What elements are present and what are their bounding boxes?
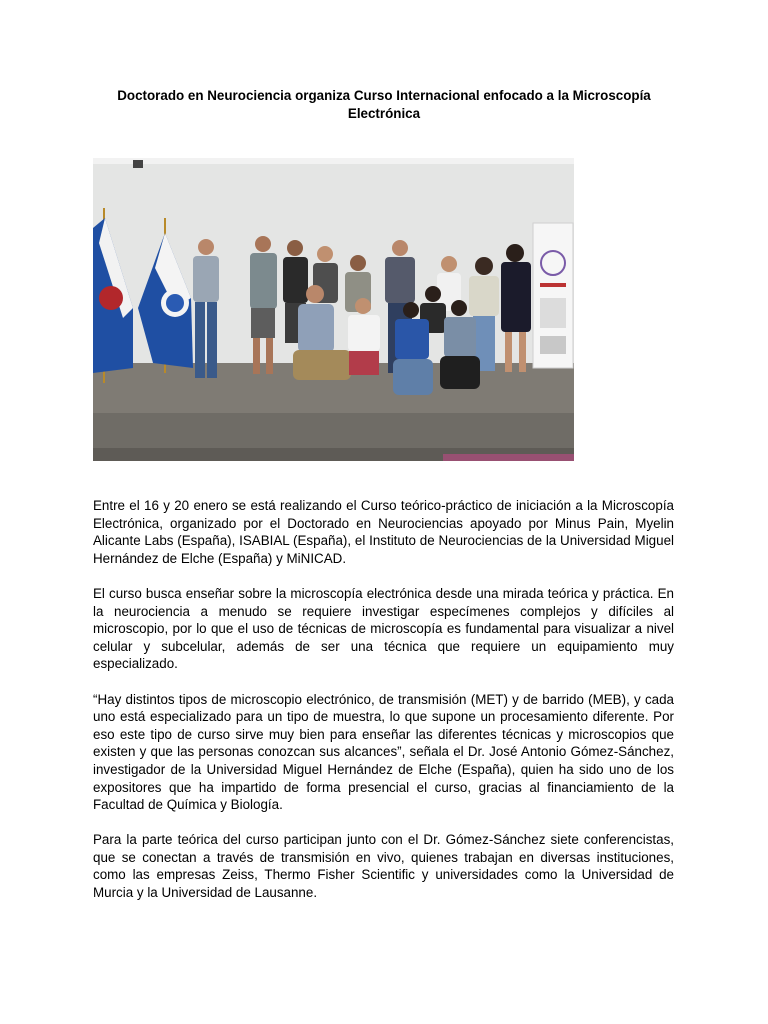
article-title: Doctorado en Neurociencia organiza Curso Internacional enfocado a la Microscopía Electrónica (117, 88, 651, 121)
group-photo (93, 158, 574, 461)
paragraph: Entre el 16 y 20 enero se está realizando el Curso teórico-práctico de iniciación a la Microscopía Electrónica, organizado por el Doctorado en Neurociencias apoyado por Minus Pain, Myelin Alicante Labs (España), ISABIAL (España), el Instituto de Neurociencias de la Universidad Miguel Hernández de Elche (España) y MiNICAD. (93, 498, 674, 566)
article-body (93, 497, 674, 919)
group-photo-illustration (93, 158, 574, 461)
banner (533, 223, 573, 368)
paragraph: Para la parte teórica del curso participan junto con el Dr. Gómez-Sánchez siete conferencistas, que se conectan a través de transmisión en vivo, quienes trabajan en diversas instituciones, como las empresas Zeiss, Thermo Fisher Scientific y universidades como la Universidad de Murcia y la Universidad de Lausanne. (93, 832, 674, 901)
paragraph: El curso busca enseñar sobre la microscopía electrónica desde una mirada teórica y práctica. En la neurociencia a menudo se requiere investigar especímenes complejos y difíciles al microscopio, por lo que el uso de técnicas de microscopía es fundamental para visualizar a nivel celular y subcelular, además de ser una técnica que requiere un equipamiento muy especializado. (93, 585, 674, 672)
paragraph: “Hay distintos tipos de microscopio electrónico, de transmisión (MET) y de barrido (MEB), y cada uno está especializado para un tipo de muestra, lo que supone un procesamiento diferente. Por eso este tipo de curso sirve muy bien para enseñar las diferentes técnicas y microscopios que existen y que las personas conozcan sus alcances”, señala el Dr. José Antonio Gómez-Sánchez, investigador de la Universidad Miguel Hernández de Elche (España), quien ha sido uno de los expositores que ha impartido de forma presencial el curso, gracias al financiamiento de la Facultad de Química y Biología. (93, 691, 674, 813)
